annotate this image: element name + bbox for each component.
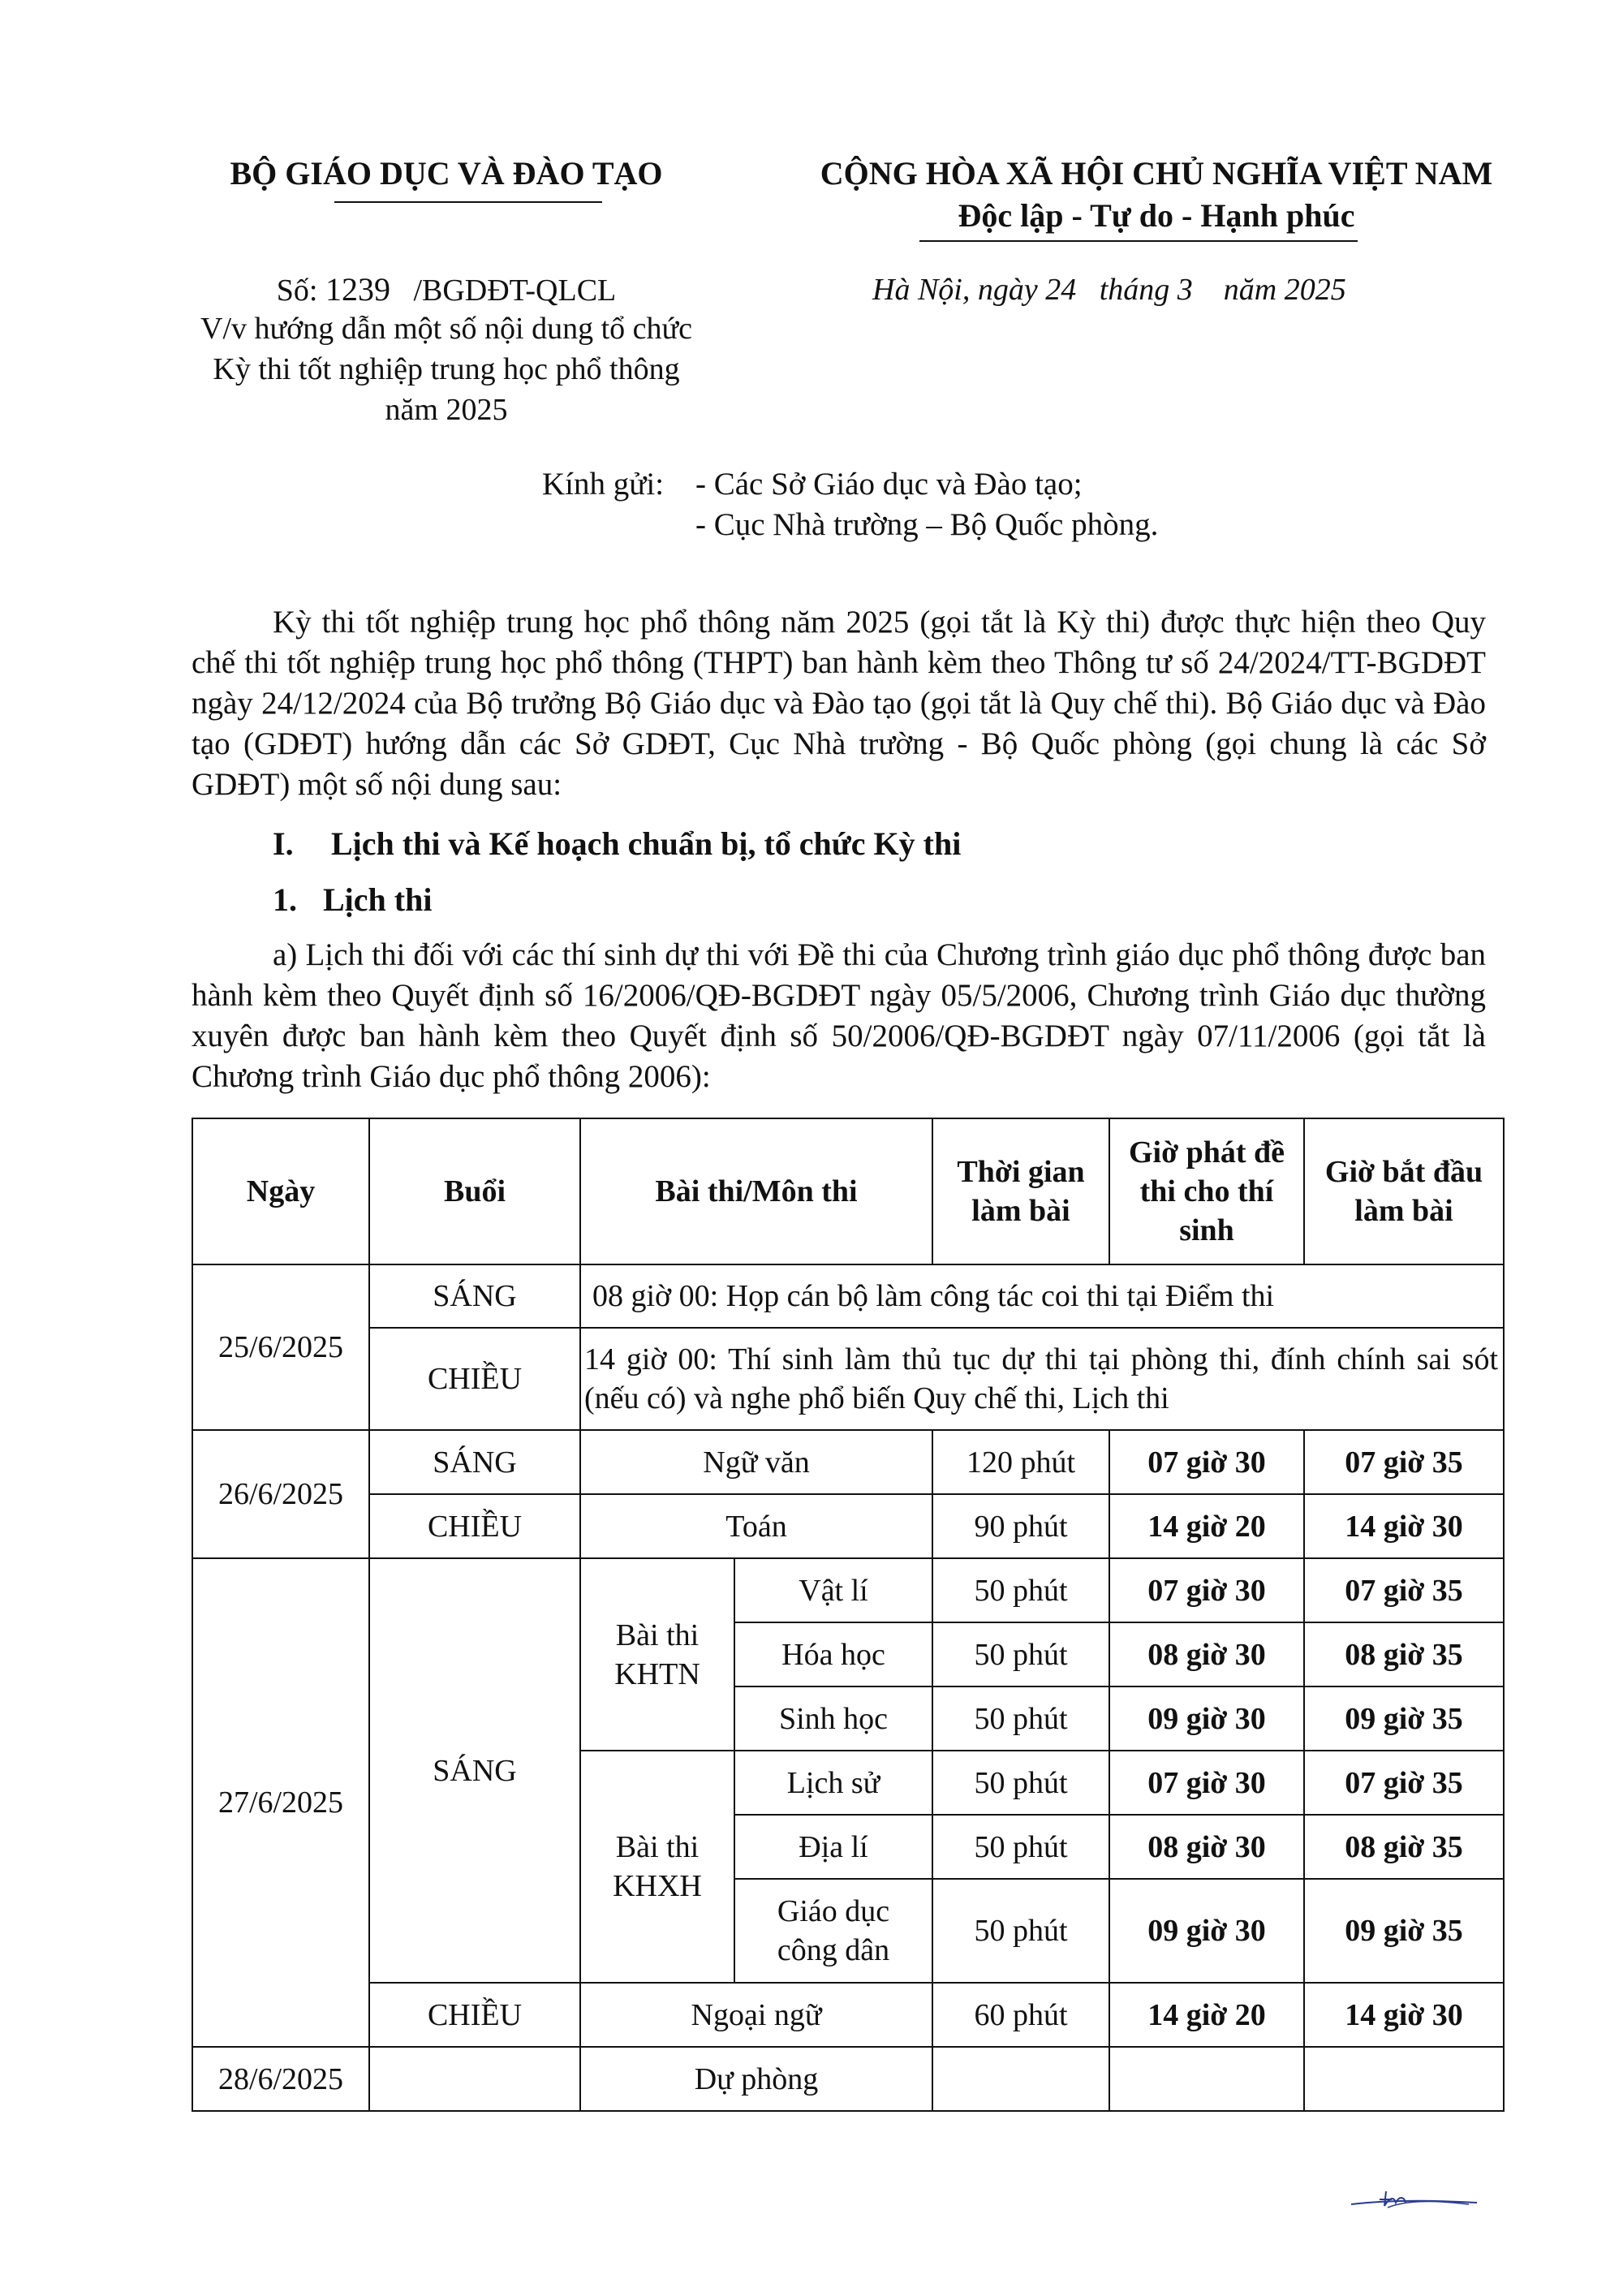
intro-paragraph bbox=[192, 602, 1486, 805]
cell-note: 08 giờ 00: Họp cán bộ làm công tác coi thi tại Điểm thi bbox=[580, 1264, 1504, 1328]
recipients-label: Kính gửi: bbox=[542, 467, 665, 502]
cell-subject: Địa lí bbox=[734, 1815, 932, 1879]
place-date-prefix: Hà Nội, ngày bbox=[872, 273, 1038, 307]
document-number bbox=[187, 269, 706, 311]
cell-subject: Toán bbox=[580, 1494, 932, 1558]
cell-combined-exam: Bài thi KHXH bbox=[580, 1751, 734, 1983]
cell-combined-exam: Bài thi KHTN bbox=[580, 1558, 734, 1751]
cell-subject: Giáo dục công dân bbox=[734, 1879, 932, 1983]
cell-session: CHIỀU bbox=[369, 1328, 580, 1430]
table-row bbox=[192, 1494, 1504, 1558]
recipient-list bbox=[695, 464, 1158, 545]
cell-distribute: 07 giờ 30 bbox=[1109, 1751, 1304, 1815]
cell-session: SÁNG bbox=[369, 1264, 580, 1328]
subject-block bbox=[162, 308, 730, 430]
cell-duration bbox=[932, 2047, 1109, 2111]
number-suffix: /BGDĐT-QLCL bbox=[413, 274, 617, 308]
cell-distribute bbox=[1109, 2047, 1304, 2111]
cell-distribute: 07 giờ 30 bbox=[1109, 1558, 1304, 1622]
cell-subject: Hóa học bbox=[734, 1622, 932, 1686]
cell-distribute: 14 giờ 20 bbox=[1109, 1983, 1304, 2047]
number-value: 1239 bbox=[325, 271, 390, 308]
table-header-row bbox=[192, 1118, 1504, 1264]
subsection-heading bbox=[273, 881, 432, 919]
table-row bbox=[192, 1983, 1504, 2047]
date-day: 24 bbox=[1045, 273, 1077, 307]
subsection-number: 1. bbox=[273, 881, 297, 918]
cell-duration: 50 phút bbox=[932, 1622, 1109, 1686]
cell-distribute: 09 giờ 30 bbox=[1109, 1686, 1304, 1751]
intro-text: Kỳ thi tốt nghiệp trung học phổ thông năm 2025 (gọi tắt là Kỳ thi) được thực hiện theo Quy chế thi tốt nghiệp trung học phổ thông (THPT) ban hành kèm theo Thông tư số 24/2024/TT-BGDĐT ngày 24/12/2024 của Bộ trưởng Bộ Giáo dục và Đào tạo (gọi tắt là Quy chế thi). Bộ Giáo dục và Đào tạo (GDĐT) hướng dẫn các Sở GDĐT, Cục Nhà trường - Bộ Quốc phòng (gọi chung là các Sở GDĐT) một số nội dung sau: bbox=[192, 605, 1486, 802]
ministry-name: BỘ GIÁO DỤC VÀ ĐÀO TẠO bbox=[230, 155, 663, 192]
cell-start: 07 giờ 35 bbox=[1304, 1430, 1504, 1494]
subsection-title: Lịch thi bbox=[323, 881, 433, 918]
cell-distribute: 07 giờ 30 bbox=[1109, 1430, 1304, 1494]
cell-distribute: 08 giờ 30 bbox=[1109, 1622, 1304, 1686]
subject-line: Kỳ thi tốt nghiệp trung học phổ thông bbox=[213, 352, 680, 386]
year-label: năm bbox=[1223, 273, 1277, 307]
cell-session: CHIỀU bbox=[369, 1983, 580, 2047]
item-a-text: a) Lịch thi đối với các thí sinh dự thi với Đề thi của Chương trình giáo dục phổ thông được ban hành kèm theo Quyết định số 16/2006/QĐ-BGDĐT ngày 05/5/2006, Chương trình Giáo dục thường xuyên được ban hành kèm theo Quyết định số 50/2006/QĐ-BGDĐT ngày 07/11/2006 (gọi tắt là Chương trình Giáo dục phổ thông 2006): bbox=[192, 937, 1486, 1094]
section-number: I. bbox=[273, 825, 294, 862]
cell-date: 25/6/2025 bbox=[192, 1264, 369, 1430]
republic-name: CỘNG HÒA XÃ HỘI CHỦ NGHĨA VIỆT NAM bbox=[820, 155, 1493, 192]
recipient-item: - Các Sở Giáo dục và Đào tạo; bbox=[695, 467, 1083, 502]
header-distribute: Giờ phát đề thi cho thí sinh bbox=[1109, 1118, 1304, 1264]
cell-distribute: 08 giờ 30 bbox=[1109, 1815, 1304, 1879]
recipient-item: - Cục Nhà trường – Bộ Quốc phòng. bbox=[695, 507, 1159, 542]
cell-session bbox=[369, 2047, 580, 2111]
cell-distribute: 09 giờ 30 bbox=[1109, 1879, 1304, 1983]
date-year: 2025 bbox=[1284, 273, 1346, 307]
cell-start: 09 giờ 35 bbox=[1304, 1686, 1504, 1751]
ministry-underline bbox=[334, 201, 602, 203]
date-month: 3 bbox=[1177, 273, 1193, 307]
cell-note: 14 giờ 00: Thí sinh làm thủ tục dự thi tại phòng thi, đính chính sai sót (nếu có) và nghe phổ biến Quy chế thi, Lịch thi bbox=[580, 1328, 1504, 1430]
cell-start: 07 giờ 35 bbox=[1304, 1558, 1504, 1622]
table-row bbox=[192, 2047, 1504, 2111]
cell-subject: Lịch sử bbox=[734, 1751, 932, 1815]
cell-duration: 50 phút bbox=[932, 1558, 1109, 1622]
header-session: Buổi bbox=[369, 1118, 580, 1264]
cell-subject: Ngoại ngữ bbox=[580, 1983, 932, 2047]
table-row bbox=[192, 1558, 1504, 1622]
motto-underline bbox=[919, 240, 1358, 242]
cell-subject: Sinh học bbox=[734, 1686, 932, 1751]
cell-start: 14 giờ 30 bbox=[1304, 1494, 1504, 1558]
cell-subject: Dự phòng bbox=[580, 2047, 932, 2111]
table-row bbox=[192, 1328, 1504, 1430]
cell-duration: 90 phút bbox=[932, 1494, 1109, 1558]
section-title: Lịch thi và Kế hoạch chuẩn bị, tổ chức Kỳ thi bbox=[331, 825, 962, 862]
cell-duration: 50 phút bbox=[932, 1815, 1109, 1879]
header-subject: Bài thi/Môn thi bbox=[580, 1118, 932, 1264]
header-duration: Thời gian làm bài bbox=[932, 1118, 1109, 1264]
place-date bbox=[872, 269, 1346, 310]
subject-line: V/v hướng dẫn một số nội dung tổ chức bbox=[200, 312, 692, 346]
cell-start: 08 giờ 35 bbox=[1304, 1815, 1504, 1879]
cell-subject: Vật lí bbox=[734, 1558, 932, 1622]
cell-duration: 120 phút bbox=[932, 1430, 1109, 1494]
cell-date: 27/6/2025 bbox=[192, 1558, 369, 2047]
cell-start: 07 giờ 35 bbox=[1304, 1751, 1504, 1815]
cell-duration: 50 phút bbox=[932, 1751, 1109, 1815]
section-heading bbox=[273, 825, 961, 863]
table-row bbox=[192, 1430, 1504, 1494]
cell-duration: 50 phút bbox=[932, 1879, 1109, 1983]
cell-start bbox=[1304, 2047, 1504, 2111]
cell-start: 09 giờ 35 bbox=[1304, 1879, 1504, 1983]
number-prefix: Số: bbox=[276, 274, 318, 308]
month-label: tháng bbox=[1099, 273, 1170, 307]
cell-session: SÁNG bbox=[369, 1430, 580, 1494]
header-start: Giờ bắt đầu làm bài bbox=[1304, 1118, 1504, 1264]
header-date: Ngày bbox=[192, 1118, 369, 1264]
cell-duration: 50 phút bbox=[932, 1686, 1109, 1751]
initials-signature bbox=[1347, 2183, 1485, 2216]
cell-session: SÁNG bbox=[369, 1558, 580, 1983]
cell-duration: 60 phút bbox=[932, 1983, 1109, 2047]
cell-subject: Ngữ văn bbox=[580, 1430, 932, 1494]
cell-date: 26/6/2025 bbox=[192, 1430, 369, 1558]
cell-session: CHIỀU bbox=[369, 1494, 580, 1558]
exam-schedule-table bbox=[192, 1118, 1505, 2112]
item-a-paragraph bbox=[192, 935, 1486, 1097]
national-motto: Độc lập - Tự do - Hạnh phúc bbox=[958, 197, 1355, 234]
table-row bbox=[192, 1264, 1504, 1328]
subject-line: năm 2025 bbox=[385, 393, 508, 427]
cell-start: 08 giờ 35 bbox=[1304, 1622, 1504, 1686]
cell-date: 28/6/2025 bbox=[192, 2047, 369, 2111]
cell-start: 14 giờ 30 bbox=[1304, 1983, 1504, 2047]
cell-distribute: 14 giờ 20 bbox=[1109, 1494, 1304, 1558]
